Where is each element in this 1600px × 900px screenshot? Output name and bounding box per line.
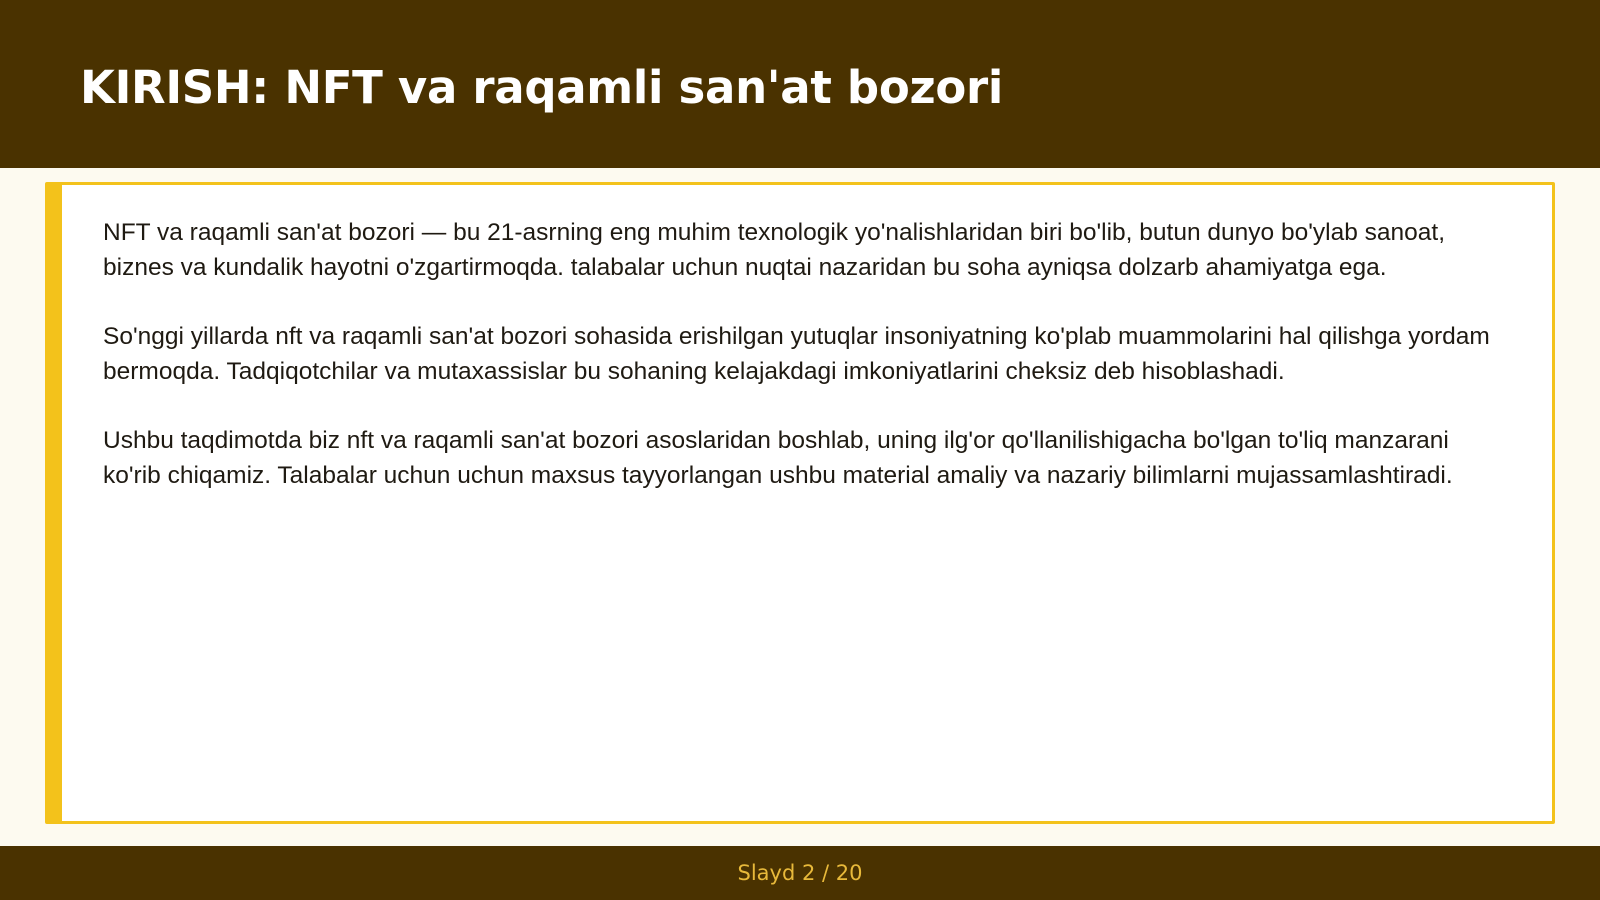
content-body	[103, 215, 1513, 527]
content-card	[45, 182, 1555, 824]
slide-title: KIRISH: NFT va raqamli san'at bozori	[80, 61, 1003, 114]
slide-footer	[0, 846, 1600, 900]
slide-header	[0, 0, 1600, 168]
paragraph-intro: NFT va raqamli san'at bozori — bu 21-asrning eng muhim texnologik yo'nalishlaridan biri bo'lib, butun dunyo bo'ylab sanoat, biznes va kundalik hayotni o'zgartirmoqda. talabalar uchun nuqtai nazaridan bu soha ayniqsa dolzarb ahamiyatga ega.	[103, 219, 1446, 281]
paragraph-overview: Ushbu taqdimotda biz nft va raqamli san'at bozori asoslaridan boshlab, uning ilg'or qo'llanilishigacha bo'lgan to'liq manzarani ko'rib chiqamiz. Talabalar uchun uchun maxsus tayyorlangan ushbu material amaliy va nazariy bilimlarni mujassamlashtiradi.	[103, 427, 1453, 489]
paragraph-achievements: So'nggi yillarda nft va raqamli san'at bozori sohasida erishilgan yutuqlar insoniyatning ko'plab muammolarini hal qilishga yordam bermoqda. Tadqiqotchilar va mutaxassislar bu sohaning kelajakdagi imkoniyatlarini cheksiz deb hisoblashadi.	[103, 323, 1490, 385]
slide-counter: Slayd 2 / 20	[737, 861, 863, 885]
